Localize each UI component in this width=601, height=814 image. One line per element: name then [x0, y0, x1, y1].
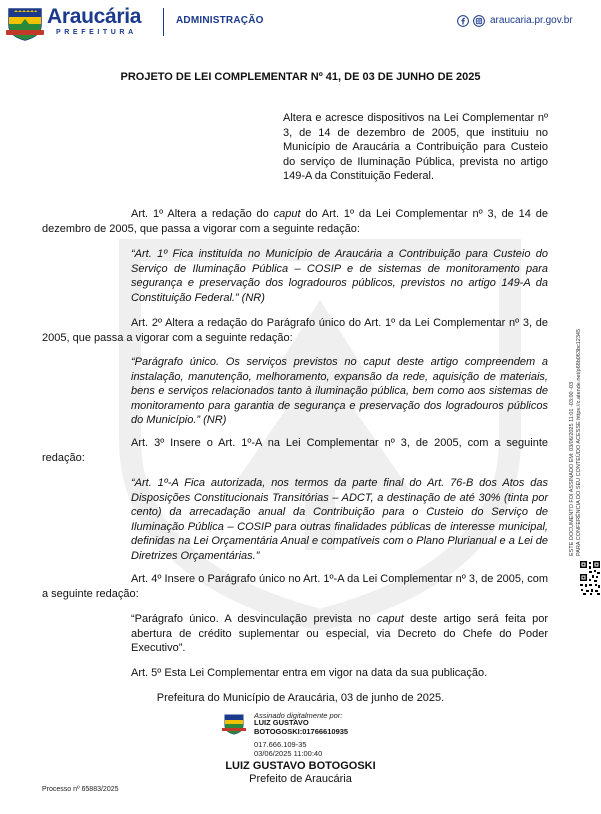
qr-code-icon[interactable] [579, 560, 601, 596]
article-1-post: do Art. 1º da Lei Complementar nº 3, de 14 de dezembro de 2005, que passa a vigorar com a seguinte redação: [42, 208, 548, 235]
instagram-icon[interactable] [473, 15, 485, 27]
document-title: PROJETO DE LEI COMPLEMENTAR Nº 41, DE 03 DE JUNHO DE 2025 [120, 71, 481, 83]
signature-timestamp: 03/06/2025 11:00:40 [254, 748, 323, 758]
article-2-quote: “Parágrafo único. Os serviços previstos no caput deste artigo compreendem a instalação, manutenção, melhoramento, expansão da rede, aquisição de materiais, bens e serviços relacionados tanto à iluminação pública, bem como aos sistemas de monitoramento para garantia de segurança e preservação dos logradouros públicos do Município.” (NR) [131, 356, 548, 426]
verification-line-2: PARA CONFERÊNCIA DO SEU CONTEÚDO ACESSE https://c.atende.net/p68b063bc12345 [575, 328, 582, 556]
brand-subtitle: PREFEITURA [56, 29, 137, 36]
page-header [0, 0, 601, 48]
article-2: Art. 2º Altera a redação do Parágrafo único do Art. 1º da Lei Complementar nº 3, de 2005, que passa a vigorar com a seguinte redação: [42, 317, 548, 344]
signature-crest-icon [222, 713, 246, 735]
site-link[interactable]: araucaria.pr.gov.br [490, 15, 573, 26]
signer-role: Prefeito de Araucária [249, 773, 352, 785]
signature-name [254, 719, 348, 736]
article-4-quote-pre: “Parágrafo único. A desvinculação prevista no [131, 613, 377, 625]
article-1 [42, 207, 548, 236]
signature-label: Assinado digitalmente por: [254, 711, 343, 720]
signer-name: LUIZ GUSTAVO BOTOGOSKI [225, 760, 376, 772]
article-4-quote-caput: caput [376, 613, 404, 625]
article-4-quote-post: deste artigo será feita por abertura de crédito suplementar ou especial, via Decreto do Chefe do Poder Executivo”. [131, 613, 549, 654]
header-divider [163, 8, 164, 36]
article-5: Art. 5º Esta Lei Complementar entra em vigor na data da sua publicação. [131, 667, 488, 679]
department-label: ADMINISTRAÇÃO [176, 15, 264, 26]
article-3-quote: “Art. 1º-A Fica autorizada, nos termos da parte final do Art. 76-B dos Atos das Disposições Constitucionais Transitórias – ADCT, a destinação de até 30% (tinta por cento) da arrecadação anual da Contribuição para o Custeio do Serviço de Iluminação Pública – COSIP para outras finalidades públicas de interesse municipal, definidas na Lei Orçamentária Anual e compatíveis com o Plano Plurianual e a Lei de Diretrizes Orçamentárias.” [131, 477, 548, 562]
article-1-pre: Art. 1º Altera a redação do [131, 208, 274, 220]
article-4-quote [131, 612, 548, 656]
article-3: Art. 3º Insere o Art. 1º-A na Lei Complementar nº 3, de 2005, com a seguinte redação: [42, 437, 548, 464]
place-date: Prefeitura do Município de Araucária, 03 de junho de 2025. [156, 692, 445, 704]
article-4: Art. 4º Insere o Parágrafo único no Art. 1º-A da Lei Complementar nº 3, de 2005, com a seguinte redação: [42, 573, 548, 600]
araucaria-crest-icon [6, 5, 44, 41]
brand-name: Araucária [47, 5, 142, 28]
ementa-text: Altera e acresce dispositivos na Lei Complementar nº 3, de 14 de dezembro de 2005, que instituiu no Município de Araucária a Contribuição para Custeio do serviço de Iluminação Pública, prevista no artigo 149-A da Constituição Federal. [283, 112, 548, 182]
verification-line-1: ESTE DOCUMENTO FOI ASSINADO EM: 03/06/2025 11:01 -03:00 -03 [569, 381, 575, 556]
article-1-quote: “Art. 1º Fica instituída no Município de Araucária a Contribuição para Custeio do Serviço de Iluminação Pública – COSIP e de sistemas de monitoramento para segurança e preservação dos logradouros públicos, previstos no artigo 149-A da Constituição Federal.” (NR) [131, 248, 548, 304]
signature-cpf: 017.666.109-35 [254, 740, 307, 749]
signature-name-line1: LUIZ GUSTAVO [254, 718, 309, 727]
signature-name-line2: BOTOGOSKI:01766610935 [254, 726, 349, 736]
article-1-caput: caput [273, 208, 301, 220]
facebook-icon[interactable] [457, 15, 469, 27]
verification-stamp [569, 296, 582, 556]
process-number: Processo nº 65883/2025 [42, 786, 119, 793]
signature-meta [254, 741, 322, 758]
